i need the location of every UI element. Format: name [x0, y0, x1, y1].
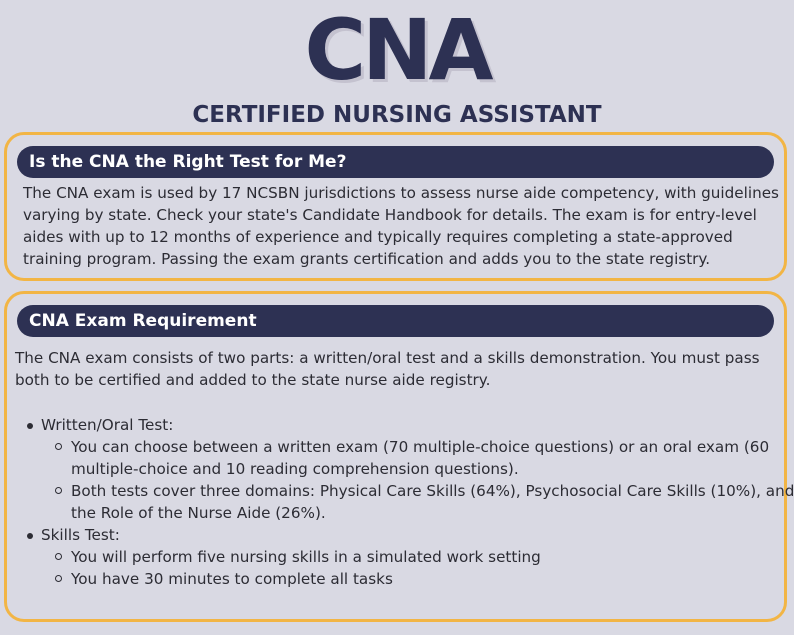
requirements-list: [15, 414, 794, 590]
list-item-written-oral: Written/Oral Test:: [15, 414, 784, 436]
text-line: The CNA exam consists of two parts: a written/oral test and a skills demonstration. You must pass: [15, 349, 760, 367]
sub-list-item: [15, 436, 784, 480]
section-paragraph: [23, 182, 780, 270]
section-exam-requirement: [4, 291, 794, 622]
text-line: You have 30 minutes to complete all tasks: [71, 570, 393, 588]
text-line: varying by state. Check your state's Candidate Handbook for details. The exam is for entry-level: [23, 206, 757, 224]
text-line: aides with up to 12 months of experience and typically requires completing a state-approved: [23, 228, 733, 246]
text-line: the Role of the Nurse Aide (26%).: [71, 504, 326, 522]
text-line: The CNA exam is used by 17 NCSBN jurisdictions to assess nurse aide competency, with guidelines: [23, 184, 779, 202]
text-line: You will perform five nursing skills in a simulated work setting: [71, 548, 541, 566]
section-heading: CNA Exam Requirement: [17, 305, 774, 337]
text-line: You can choose between a written exam (70 multiple-choice questions) or an oral exam (60: [71, 438, 770, 456]
section-paragraph: [15, 347, 780, 391]
section-right-test: [4, 132, 787, 281]
text-line: multiple-choice and 10 reading comprehension questions).: [71, 460, 519, 478]
page-title: CNA: [304, 1, 490, 99]
text-line: training program. Passing the exam grants certification and adds you to the state registry.: [23, 250, 711, 268]
sub-list-item: [15, 568, 784, 590]
list-item-skills-test: Skills Test:: [15, 524, 784, 546]
section-heading: Is the CNA the Right Test for Me?: [17, 146, 774, 178]
text-line: Both tests cover three domains: Physical Care Skills (64%), Psychosocial Care Skills (10%), and: [71, 482, 794, 500]
sub-list-item: [15, 546, 784, 568]
page-subtitle: CERTIFIED NURSING ASSISTANT: [192, 102, 602, 128]
sub-list-item: [15, 480, 794, 524]
text-line: both to be certified and added to the state nurse aide registry.: [15, 371, 491, 389]
